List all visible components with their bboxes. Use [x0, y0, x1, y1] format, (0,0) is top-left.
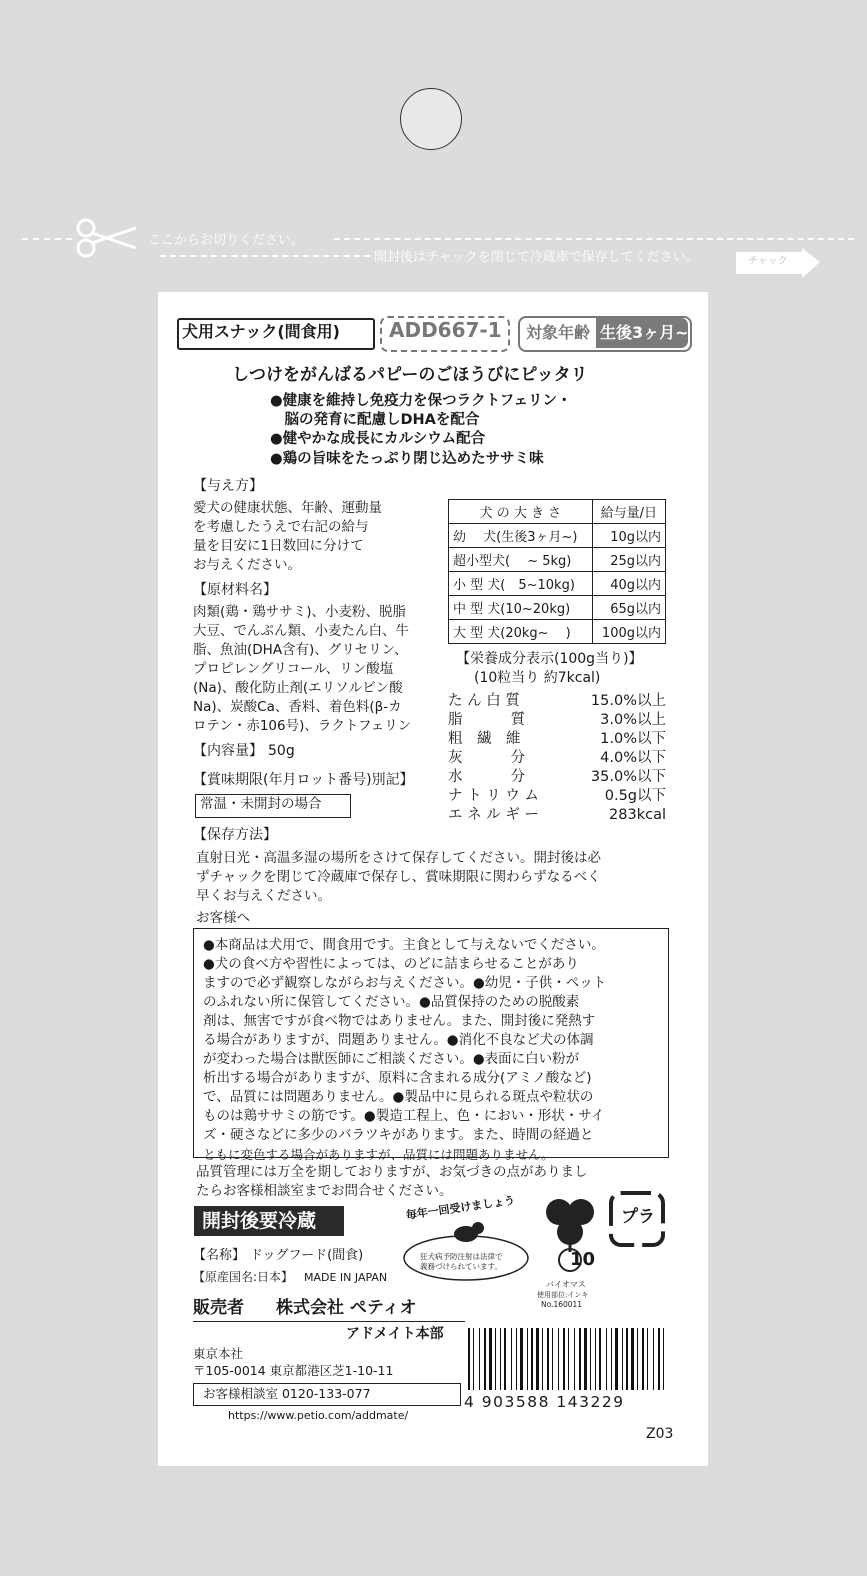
barcode-bar	[542, 1328, 543, 1390]
phone-number[interactable]: お客様相談室 0120-133-077	[203, 1386, 371, 1401]
barcode-bar	[611, 1328, 612, 1390]
quality-note-line: 品質管理には万全を期しておりますが、お気づきの点がありまし	[196, 1164, 588, 1180]
feature-1: ●健康を維持し免疫力を保つラクトフェリン・	[270, 393, 572, 409]
feeding-line-4: お与えください。	[193, 557, 301, 573]
nutrient-value: 4.0%以下	[600, 750, 666, 766]
barcode-bar	[590, 1328, 591, 1390]
nutrient-name: 脂 質	[448, 712, 526, 728]
nutrient-value: 1.0%以下	[600, 731, 666, 747]
barcode-bar	[484, 1328, 486, 1390]
barcode-bar	[527, 1328, 528, 1390]
nutrition-subheading: (10粒当り 約7kcal)	[474, 670, 601, 686]
feature-2: ●健やかな成長にカルシウム配合	[270, 431, 486, 447]
product-code: ADD667-1	[389, 318, 502, 342]
table-row	[449, 596, 666, 620]
ingredients-line: ロテン・赤106号)、ラクトフェリン	[193, 718, 412, 734]
barcode-bar	[547, 1328, 549, 1390]
storage-line: ずチャックを閉じて冷蔵庫で保存し、賞味期限に関わらずなるべく	[196, 869, 601, 885]
cut-instruction: ここからお切りください。	[148, 233, 305, 248]
name-label: 【名称】	[193, 1248, 246, 1263]
hang-hole	[400, 88, 462, 150]
table-row	[449, 548, 666, 572]
ingredients-line: (Na)、酸化防止剤(エリソルビン酸	[193, 680, 403, 696]
table-header-amount: 給与量/日	[592, 500, 665, 524]
origin-label: 【原産国名:日本】	[193, 1270, 294, 1284]
barcode-bar	[626, 1328, 628, 1390]
website-link[interactable]: https://www.petio.com/addmate/	[228, 1409, 409, 1422]
nutrient-value: 35.0%以下	[590, 769, 666, 785]
nutrient-name: エ ネ ル ギ ー	[448, 807, 539, 823]
nutrient-name: ナ ト リ ウ ム	[448, 788, 539, 804]
barcode-bar	[579, 1328, 581, 1390]
table-cell: 65g以内	[592, 596, 665, 620]
barcode-bar	[653, 1328, 654, 1390]
table-row	[449, 620, 666, 644]
zipper-line	[160, 255, 370, 257]
notice-line: ともに変色する場合がありますが、品質には問題ありません。	[203, 1147, 554, 1162]
biomass-badge: 10	[570, 1249, 596, 1270]
notice-line: ●本商品は犬用で、間食用です。主食として与えないでください。	[203, 937, 605, 953]
table-cell: 25g以内	[592, 548, 665, 572]
table-cell: 幼 犬(生後3ヶ月~)	[449, 524, 593, 548]
ingredients-line: 肉類(鶏・鶏ササミ)、小麦粉、脱脂	[193, 604, 407, 620]
barcode-bar	[658, 1328, 660, 1390]
table-cell: 小 型 犬( 5~10kg)	[449, 572, 593, 596]
quality-note-line: たらお客様相談室までお問合せください。	[196, 1183, 453, 1199]
storage-condition: 常温・未開封の場合	[200, 796, 322, 812]
notice-line: る場合がありますが、問題ありません。●消化不良など犬の体調	[203, 1032, 594, 1048]
nutrient-name: 灰 分	[448, 750, 526, 766]
nutrition-table	[448, 692, 666, 825]
feature-3: ●鶏の旨味をたっぷり閉じ込めたササミ味	[270, 451, 544, 467]
barcode-bar	[504, 1328, 506, 1390]
biomass-line-2: 使用部位:インキ	[537, 1291, 589, 1299]
seller-division: アドメイト本部	[346, 1326, 444, 1342]
address-office: 東京本社	[193, 1346, 244, 1361]
recycle-label: プラ	[621, 1207, 655, 1227]
refrigerate-label: 開封後要冷蔵	[202, 1210, 317, 1232]
table-row	[449, 524, 666, 548]
barcode-bar	[495, 1328, 496, 1390]
barcode-number: 4 903588 143229	[464, 1393, 625, 1411]
ingredients-heading: 【原材料名】	[193, 582, 277, 598]
nutrient-value: 15.0%以上	[590, 693, 666, 709]
table-row	[449, 500, 666, 524]
barcode-bar	[599, 1328, 601, 1390]
feeding-line-3: 量を目安に1日数回に分けて	[193, 538, 364, 554]
barcode-bar	[642, 1328, 644, 1390]
storage-line: 早くお与えください。	[196, 888, 331, 904]
nutrient-name: 粗 繊 維	[448, 731, 521, 747]
barcode-bar	[468, 1328, 470, 1390]
barcode-bar	[663, 1328, 664, 1390]
storage-heading: 【保存方法】	[193, 827, 277, 843]
barcode-bar	[473, 1328, 474, 1390]
ingredients-line: 脂、魚油(DHA含有)、グリセリン、	[193, 642, 408, 658]
barcode-bar	[606, 1328, 607, 1390]
notice-line: が変わった場合は獣医師にご相談ください。●表面に白い粉が	[203, 1051, 580, 1067]
notice-line: ズ・硬さなどに多少のバラツキがあります。また、時間の経過と	[203, 1127, 594, 1143]
nutrition-heading: 【栄養成分表示(100g当り)】	[456, 651, 643, 667]
age-value: 生後3ヶ月~	[600, 323, 689, 342]
seal-instruction: 開封後はチャックを閉じて冷蔵庫で保存してください。	[374, 250, 699, 265]
nutrient-name: 水 分	[448, 769, 526, 785]
biomass-line-3: No.160011	[541, 1300, 583, 1309]
feature-1b: 脳の発育に配慮しDHAを配合	[270, 412, 480, 428]
barcode-bar	[479, 1328, 480, 1390]
barcode-bar	[595, 1328, 596, 1390]
cut-line	[22, 238, 72, 240]
ingredients-line: Na)、炭酸Ca、香料、着色料(β-カ	[193, 699, 402, 715]
notice-line: ものは鶏ササミの筋です。●製造工程上、色・におい・形状・サイ	[203, 1108, 605, 1124]
lot-code: Z03	[646, 1426, 674, 1442]
address-line: 〒105-0014 東京都港区芝1-10-11	[193, 1363, 394, 1378]
barcode-bar	[563, 1328, 565, 1390]
notice-line: ●犬の食べ方や習性によっては、のどに詰まらせることがあり	[203, 956, 579, 972]
barcode-bar	[511, 1328, 512, 1390]
category-label: 犬用スナック(間食用)	[182, 322, 340, 341]
seller-company: 株式会社 ペティオ	[276, 1298, 417, 1318]
table-cell: 超小型犬( ~ 5kg)	[449, 548, 593, 572]
content-label: 【内容量】	[193, 743, 263, 759]
feeding-heading: 【与え方】	[193, 478, 263, 494]
barcode-bar	[558, 1328, 559, 1390]
ingredients-line: プロピレングリコール、リン酸塩	[193, 661, 394, 677]
barcode-bar	[531, 1328, 533, 1390]
barcode-bar	[489, 1328, 492, 1390]
customer-heading: お客様へ	[196, 910, 250, 926]
ingredients-line: 大豆、でんぷん類、小麦たん白、牛	[193, 623, 409, 639]
rabies-arc-text: 毎年一回受けましょう	[405, 1193, 516, 1222]
zipper-label: チャック	[748, 256, 788, 267]
barcode-bar	[622, 1328, 623, 1390]
barcode-bar	[615, 1328, 618, 1390]
content-value: 50g	[268, 743, 295, 759]
barcode-bar	[568, 1328, 569, 1390]
feeding-line-2: を考慮したうえで右記の給与	[193, 519, 369, 535]
table-row	[449, 572, 666, 596]
notice-line: で、品質には問題ありません。●製品中に見られる斑点や粒状の	[203, 1089, 594, 1105]
barcode-bar	[647, 1328, 648, 1390]
biomass-line-1: バイオマス	[546, 1280, 586, 1289]
table-cell: 100g以内	[592, 620, 665, 644]
nutrient-value: 283kcal	[609, 807, 666, 823]
barcode-bar	[637, 1328, 638, 1390]
barcode-bar	[574, 1328, 575, 1390]
table-header-size: 犬 の 大 き さ	[449, 500, 593, 524]
barcode-bar	[552, 1328, 553, 1390]
table-cell: 中 型 犬(10~20kg)	[449, 596, 593, 620]
notice-line: 析出する場合がありますが、原料に含まれる成分(アミノ酸など)	[203, 1070, 592, 1086]
table-cell: 40g以内	[592, 572, 665, 596]
table-cell: 大 型 犬(20kg~ )	[449, 620, 593, 644]
barcode-bar	[520, 1328, 523, 1390]
notice-line: のふれない所に保管してください。●品質保持のための脱酸素	[203, 994, 580, 1010]
nutrient-value: 3.0%以上	[600, 712, 666, 728]
origin-value: MADE IN JAPAN	[304, 1271, 388, 1284]
feeding-line-1: 愛犬の健康状態、年齢、運動量	[193, 500, 382, 516]
barcode	[468, 1328, 666, 1390]
notice-line: 剤は、無害ですが食べ物ではありません。また、開封後に発熱す	[203, 1013, 596, 1029]
tagline: しつけをがんばるパピーのごほうびにピッタリ	[232, 365, 588, 385]
barcode-bar	[631, 1328, 634, 1390]
storage-line: 直射日光・高温多湿の場所をさけて保存してください。開封後は必	[196, 850, 601, 866]
cut-line-right	[334, 238, 854, 240]
nutrient-name: た ん 白 質	[448, 693, 520, 709]
seller-label: 販売者	[193, 1298, 244, 1318]
rabies-line-2: 義務づけられています。	[420, 1262, 502, 1271]
barcode-bar	[536, 1328, 539, 1390]
age-label: 対象年齢	[526, 323, 591, 342]
barcode-bar	[516, 1328, 517, 1390]
notice-line: ますので必ず観察しながらお与えください。●幼児・子供・ペット	[203, 975, 607, 991]
table-cell: 10g以内	[592, 524, 665, 548]
rabies-line-1: 狂犬病予防注射は法律で	[420, 1252, 503, 1261]
best-before: 【賞味期限(年月ロット番号)別記】	[193, 772, 414, 788]
scissors-icon	[74, 216, 140, 260]
seller-divider	[193, 1321, 465, 1322]
nutrient-value: 0.5g以下	[604, 788, 666, 804]
barcode-bar	[584, 1328, 587, 1390]
name-value: ドッグフード(間食)	[250, 1248, 364, 1263]
feeding-table	[448, 499, 666, 644]
barcode-bar	[500, 1328, 501, 1390]
